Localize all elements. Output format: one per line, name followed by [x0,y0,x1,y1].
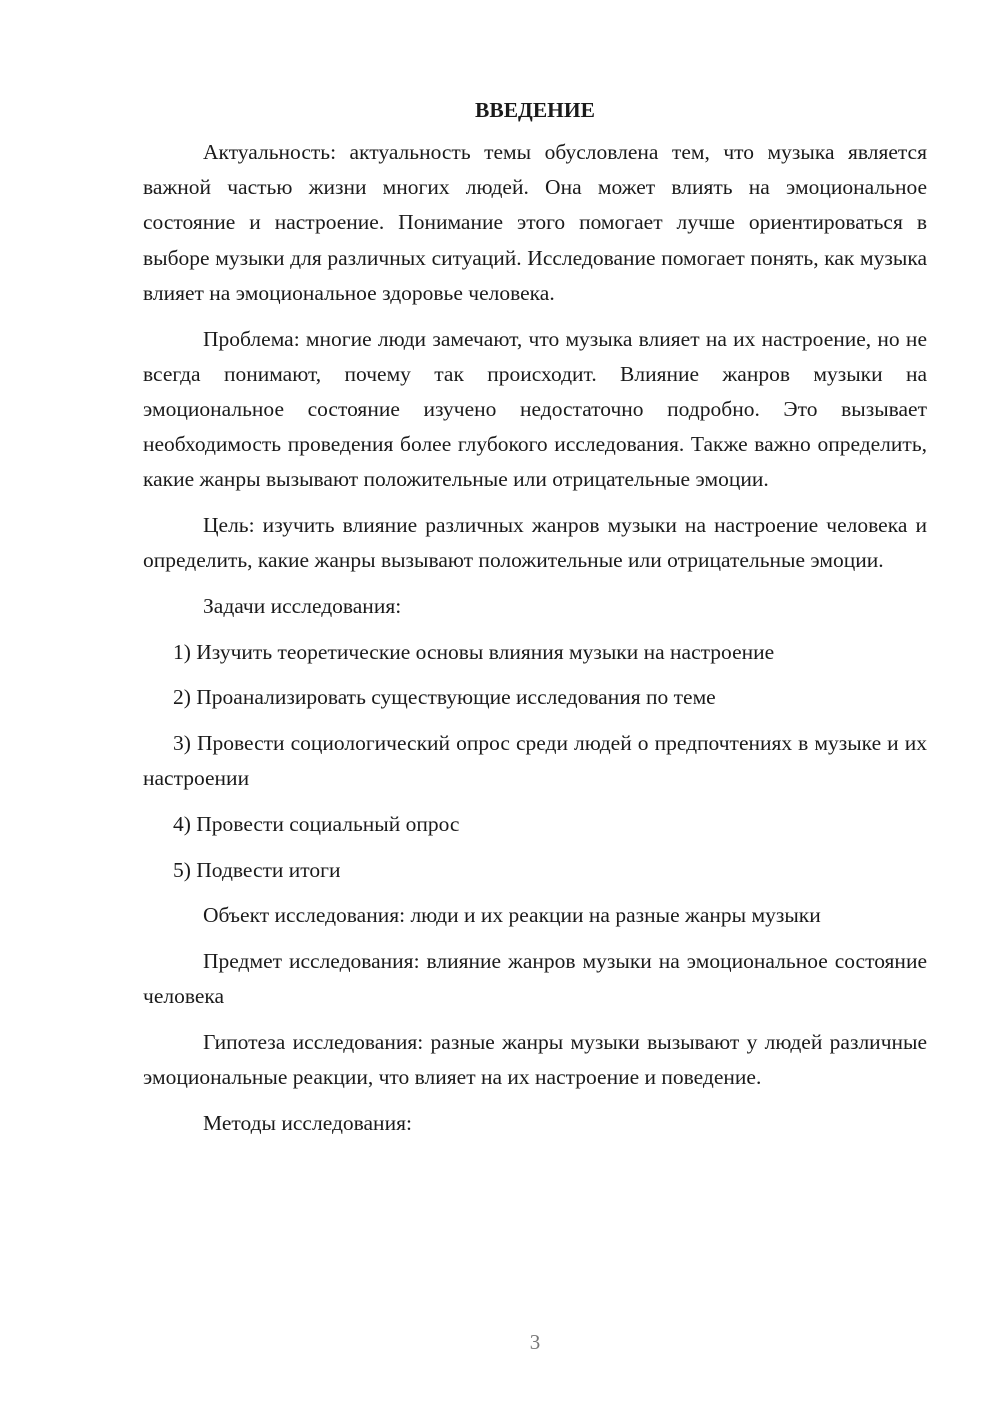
document-body [143,95,927,1152]
object-paragraph: Объект исследования: люди и их реакции на разные жанры музыки [203,903,821,928]
task-item: 4) Провести социальный опрос [173,811,460,836]
task-item: 5) Подвести итоги [173,857,341,882]
tasks-title: Задачи исследования: [203,593,402,618]
hypothesis-paragraph: Гипотеза исследования: разные жанры музыки вызывают у людей различные эмоциональные реакции, что влияет на их настроение и поведение. [143,1029,927,1090]
page-number: 3 [529,1330,541,1354]
task-item: 1) Изучить теоретические основы влияния музыки на настроение [173,639,775,664]
goal-paragraph: Цель: изучить влияние различных жанров музыки на настроение человека и определить, какие жанры вызывают положительные или отрицательные эмоции. [143,513,927,573]
methods-paragraph: Методы исследования: [203,1110,412,1135]
problem-paragraph: Проблема: многие люди замечают, что музыка влияет на их настроение, но не всегда понимают, почему так происходит. Влияние жанров музыки на эмоциональное состояние изучено недостаточно подробно. Это вызывает необходимость проведения более глубокого исследования. Также важно определить, какие жанры вызывают положительные или отрицательные эмоции. [143,326,927,492]
subject-paragraph: Предмет исследования: влияние жанров музыки на эмоциональное состояние человека [143,949,927,1009]
task-item: 3) Провести социологический опрос среди людей о предпочтениях в музыке и их настроении [143,731,927,791]
relevance-paragraph: Актуальность: актуальность темы обусловлена тем, что музыка является важной частью жизни многих людей. Она может влиять на эмоциональное состояние и настроение. Понимание этого помогает лучше ориентироваться в выборе музыки для различных ситуаций. Исследование помогает понять, как музыка влияет на эмоциональное здоровье человека. [143,140,927,305]
task-item: 2) Проанализировать существующие исследования по теме [173,685,716,710]
section-heading: ВВЕДЕНИЕ [475,98,595,122]
